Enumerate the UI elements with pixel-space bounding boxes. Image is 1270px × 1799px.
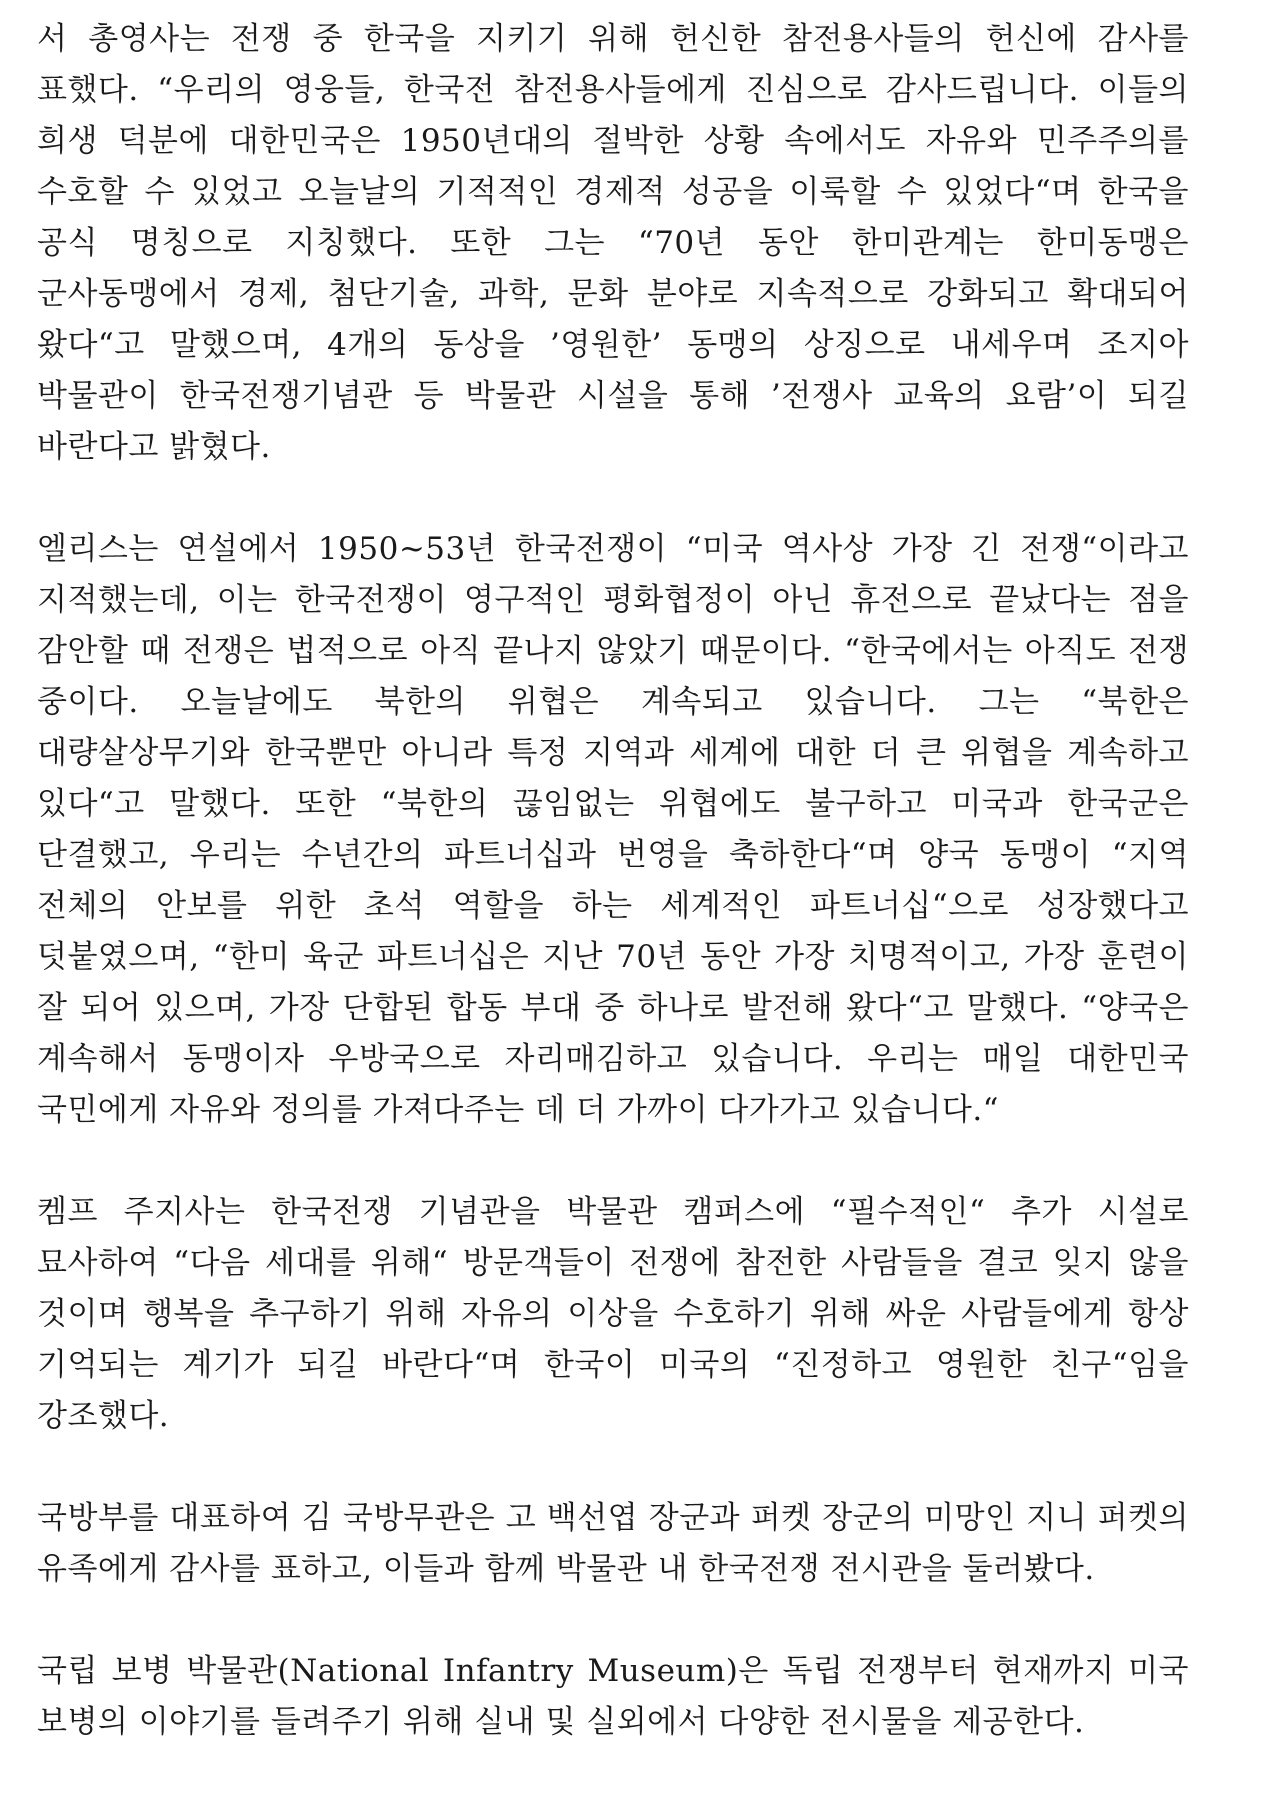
paragraph-infantry-museum: 국립 보병 박물관(National Infantry Museum)은 독립 전쟁부터 현재까지 미국 보병의 이야기를 들려주기 위해 실내 및 실외에서 다양한 전시물을 제공한다.: [37, 1653, 1189, 1740]
paragraph-ellis-speech: 엘리스는 연설에서 1950~53년 한국전쟁이 “미국 역사상 가장 긴 전쟁“이라고 지적했는데, 이는 한국전쟁이 영구적인 평화협정이 아닌 휴전으로 끝났다는 점을 감안할 때 전쟁은 법적으로 아직 끝나지 않았기 때문이다. “한국에서는 아직도 전쟁 중이다. 오늘날에도 북한의 위협은 계속되고 있습니다. 그는 “북한은 대량살상무기와 한국뿐만 아니라 특정 지역과 세계에 대한 더 큰 위협을 계속하고 있다“고 말했다. 또한 “북한의 끊임없는 위협에도 불구하고 미국과 한국군은 단결했고, 우리는 수년간의 파트너십과 번영을 축하한다“며 양국 동맹이 “지역 전체의 안보를 위한 초석 역할을 하는 세계적인 파트너십“으로 성장했다고 덧붙였으며, “한미 육군 파트너십은 지난 70년 동안 가장 치명적이고, 가장 훈련이 잘 되어 있으며, 가장 단합된 합동 부대 중 하나로 발전해 왔다“고 말했다. “양국은 계속해서 동맹이자 우방국으로 자리매김하고 있습니다. 우리는 매일 대한민국 국민에게 자유와 정의를 가져다주는 데 더 가까이 다가가고 있습니다.“: [37, 531, 1189, 1128]
paragraph-consul-general: 서 총영사는 전쟁 중 한국을 지키기 위해 헌신한 참전용사들의 헌신에 감사를 표했다. “우리의 영웅들, 한국전 참전용사들에게 진심으로 감사드립니다. 이들의 희생 덕분에 대한민국은 1950년대의 절박한 상황 속에서도 자유와 민주주의를 수호할 수 있었고 오늘날의 기적적인 경제적 성공을 이룩할 수 있었다“며 한국을 공식 명칭으로 지칭했다. 또한 그는 “70년 동안 한미관계는 한미동맹은 군사동맹에서 경제, 첨단기술, 과학, 문화 분야로 지속적으로 강화되고 확대되어 왔다“고 말했으며, 4개의 동상을 ’영원한’ 동맹의 상징으로 내세우며 조지아 박물관이 한국전쟁기념관 등 박물관 시설을 통해 ’전쟁사 교육의 요람’이 되길 바란다고 밝혔다.: [37, 21, 1189, 465]
paragraph-defense-attache: 국방부를 대표하여 김 국방무관은 고 백선엽 장군과 퍼켓 장군의 미망인 지니 퍼켓의 유족에게 감사를 표하고, 이들과 함께 박물관 내 한국전쟁 전시관을 둘러봤다.: [37, 1500, 1189, 1587]
paragraph-governor-kemp: 켐프 주지사는 한국전쟁 기념관을 박물관 캠퍼스에 “필수적인“ 추가 시설로 묘사하여 “다음 세대를 위해“ 방문객들이 전쟁에 참전한 사람들을 결코 잊지 않을 것이며 행복을 추구하기 위해 자유의 이상을 수호하기 위해 싸운 사람들에게 항상 기억되는 계기가 되길 바란다“며 한국이 미국의 “진정하고 영원한 친구“임을 강조했다.: [37, 1194, 1189, 1434]
article-body: [37, 14, 1189, 1748]
